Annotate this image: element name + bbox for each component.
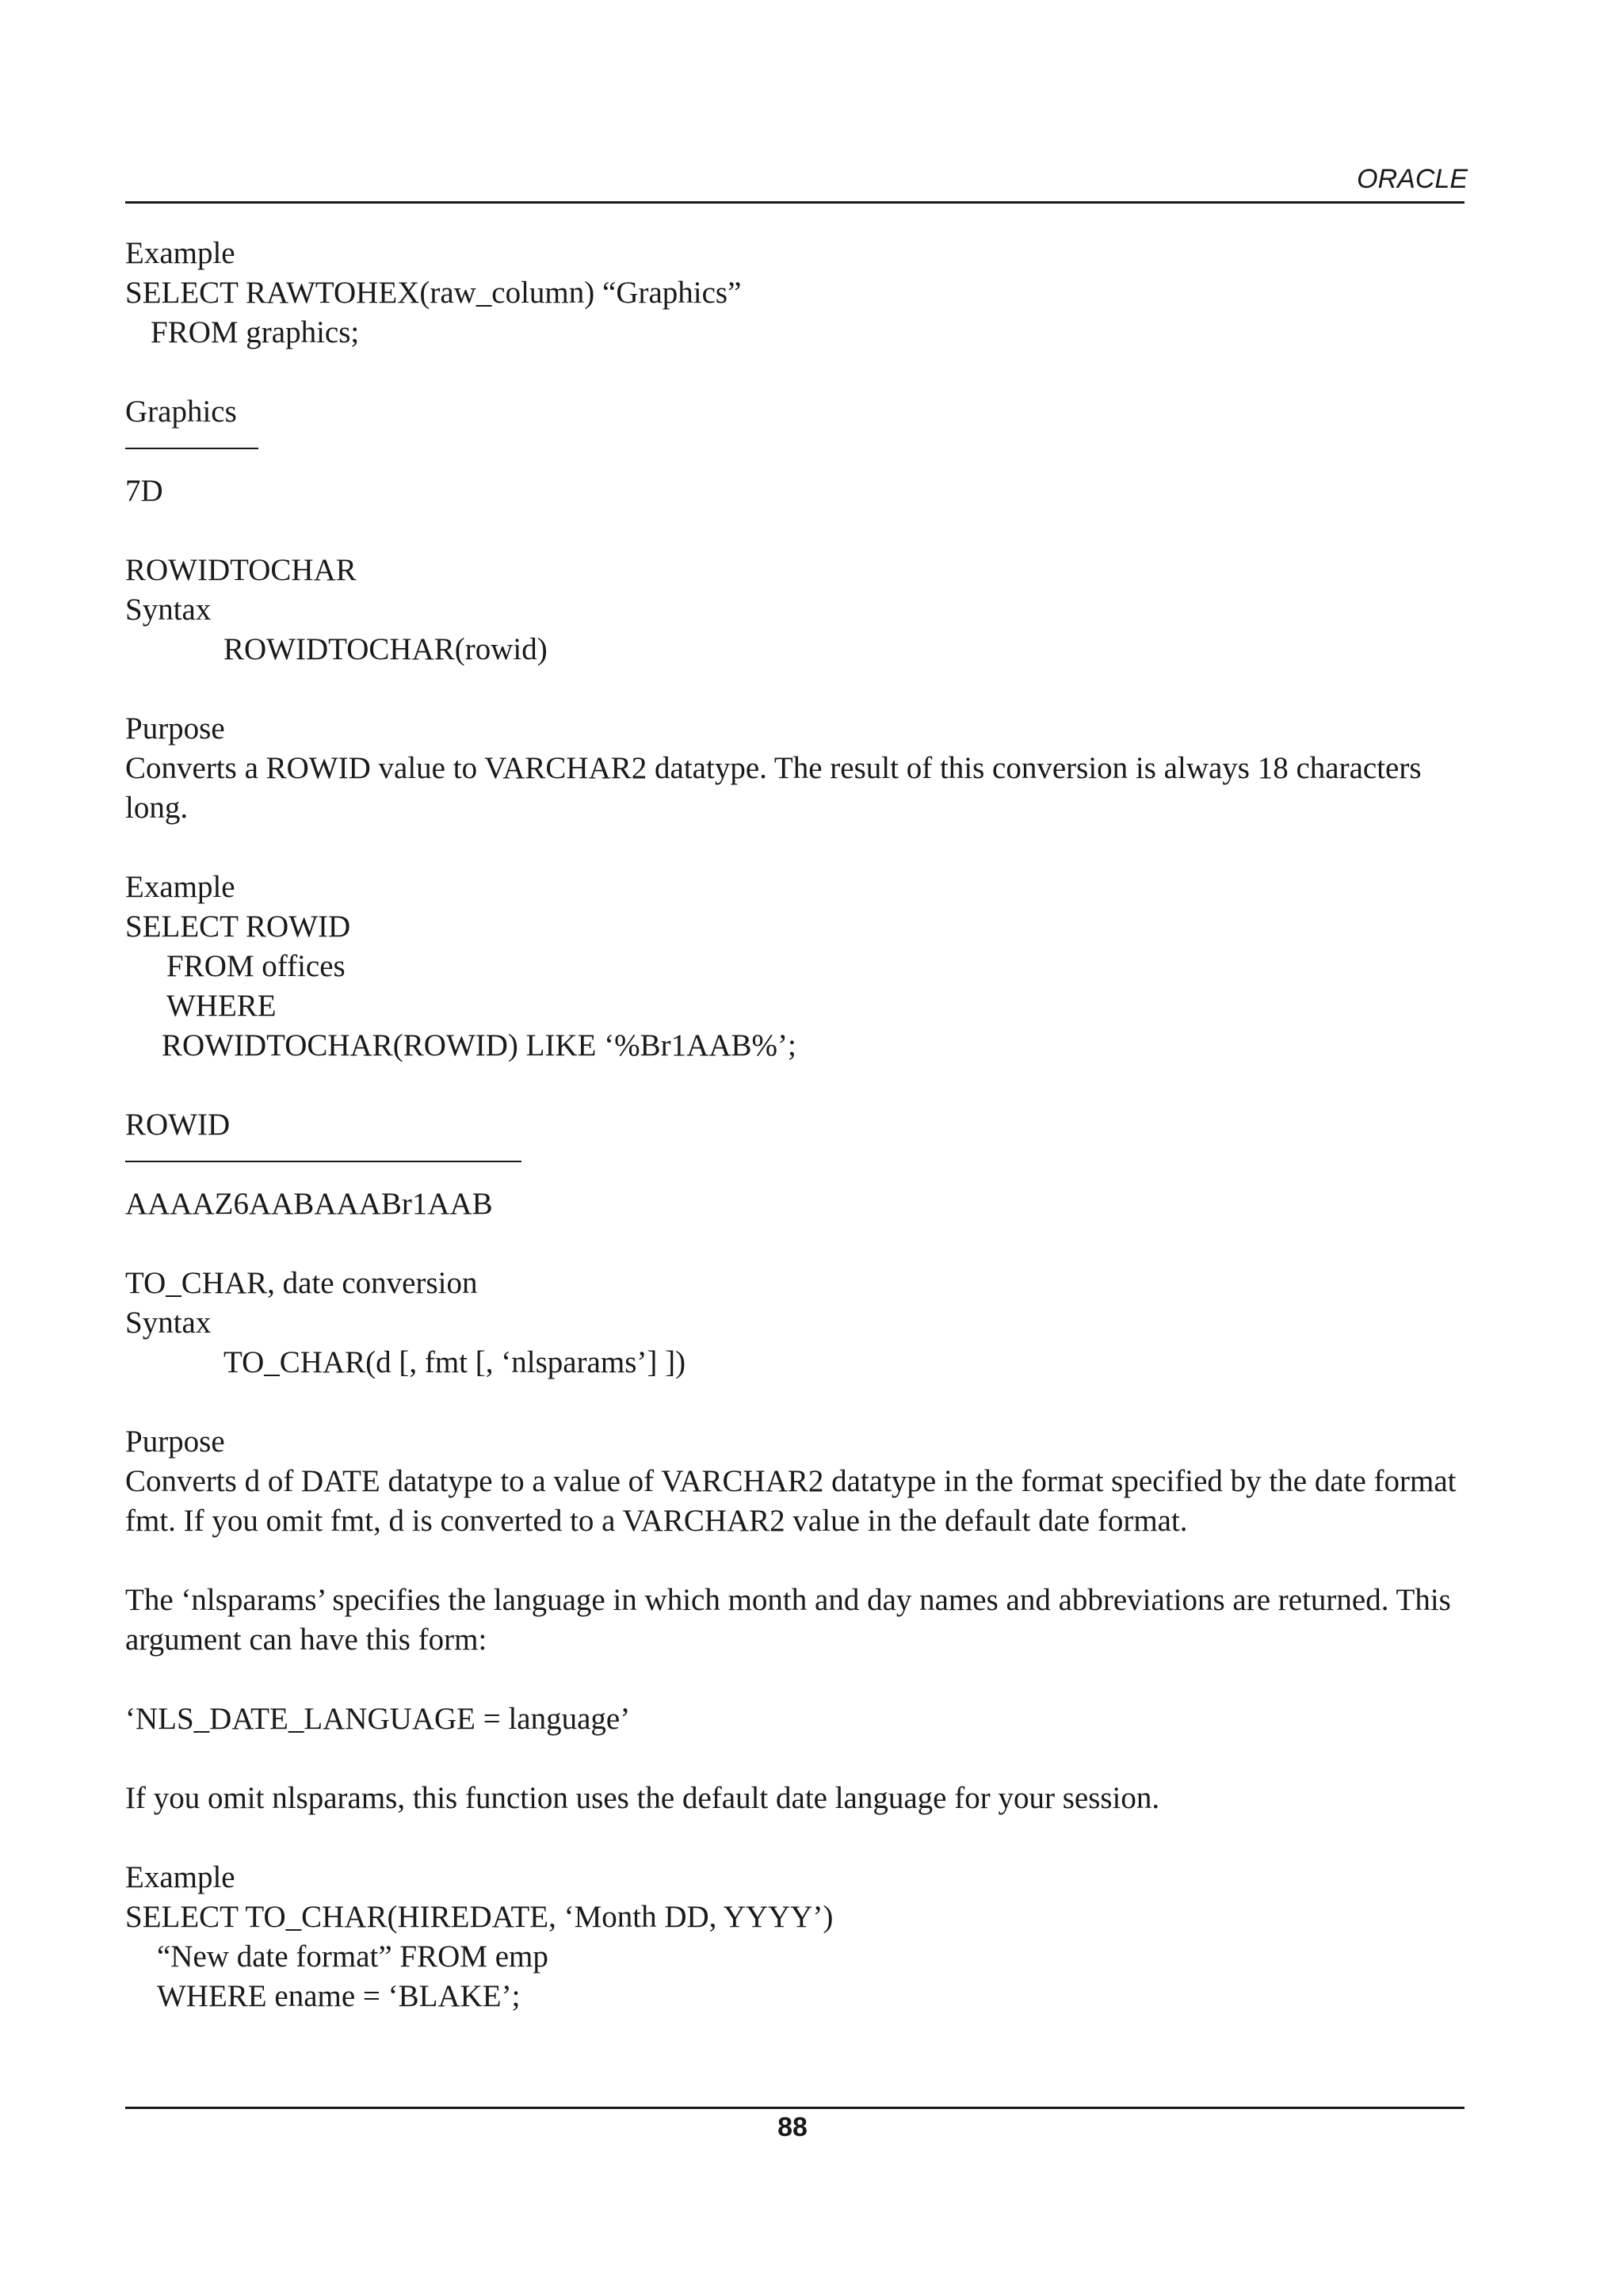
spacer <box>125 1660 1465 1699</box>
page-number: 88 <box>777 2112 808 2142</box>
purpose-label: Purpose <box>125 711 225 746</box>
paragraph: ‘NLS_DATE_LANGUAGE = language’ <box>125 1702 631 1736</box>
result-column-header: ROWID <box>125 1108 231 1142</box>
code-line: SELECT RAWTOHEX(raw_column) “Graphics” <box>125 276 742 310</box>
function-title: TO_CHAR, date conversion <box>125 1266 478 1300</box>
purpose-text: Converts a ROWID value to VARCHAR2 datatype. The result of this conversion is always 18 characters long. <box>125 751 1422 825</box>
result-value: 7D <box>125 474 163 508</box>
spacer <box>125 1224 1465 1264</box>
code-line: WHERE <box>166 989 277 1023</box>
paragraph: The ‘nlsparams’ specifies the language in which month and day names and abbreviations are returned. This argument can have this form: <box>125 1583 1451 1657</box>
spacer <box>125 1383 1465 1422</box>
code-line: “New date format” FROM emp <box>157 1939 548 1974</box>
spacer <box>125 1739 1465 1779</box>
spacer <box>125 828 1465 868</box>
result-column-header: Graphics <box>125 395 237 429</box>
syntax-code: TO_CHAR(d [, fmt [, ‘nlsparams’] ]) <box>223 1345 686 1379</box>
spacer <box>125 353 1465 392</box>
function-title: ROWIDTOCHAR <box>125 553 357 587</box>
code-line: SELECT ROWID <box>125 910 351 944</box>
spacer <box>125 1541 1465 1581</box>
syntax-label: Syntax <box>125 1306 212 1340</box>
spacer <box>125 511 1465 551</box>
result-value: AAAAZ6AABAAABr1AAB <box>125 1187 493 1221</box>
paragraph: If you omit nlsparams, this function uses the default date language for your session. <box>125 1781 1160 1815</box>
code-line: SELECT TO_CHAR(HIREDATE, ‘Month DD, YYYY’) <box>125 1900 834 1934</box>
footer-rule <box>125 2107 1465 2109</box>
example-label: Example <box>125 870 235 904</box>
syntax-label: Syntax <box>125 593 212 627</box>
running-header: ORACLE <box>1357 164 1468 194</box>
spacer <box>125 1818 1465 1858</box>
purpose-label: Purpose <box>125 1425 225 1459</box>
code-line: WHERE ename = ‘BLAKE’; <box>157 1979 521 2013</box>
example-label: Example <box>125 1860 235 1894</box>
purpose-text: Converts d of DATE datatype to a value of VARCHAR2 datatype in the format specified by the date format fmt. If you omit fmt, d is converted to a VARCHAR2 value in the default date format. <box>125 1464 1457 1538</box>
result-separator <box>125 1145 1465 1184</box>
code-line: FROM graphics; <box>151 315 360 349</box>
header-rule <box>125 201 1465 204</box>
code-line: FROM offices <box>166 949 346 983</box>
spacer <box>125 669 1465 709</box>
code-line: ROWIDTOCHAR(ROWID) LIKE ‘%Br1AAB%’; <box>162 1028 796 1062</box>
spacer <box>125 1066 1465 1105</box>
page-body <box>125 234 1465 2016</box>
example-label: Example <box>125 236 235 270</box>
result-separator <box>125 432 1465 471</box>
syntax-code: ROWIDTOCHAR(rowid) <box>223 632 548 666</box>
